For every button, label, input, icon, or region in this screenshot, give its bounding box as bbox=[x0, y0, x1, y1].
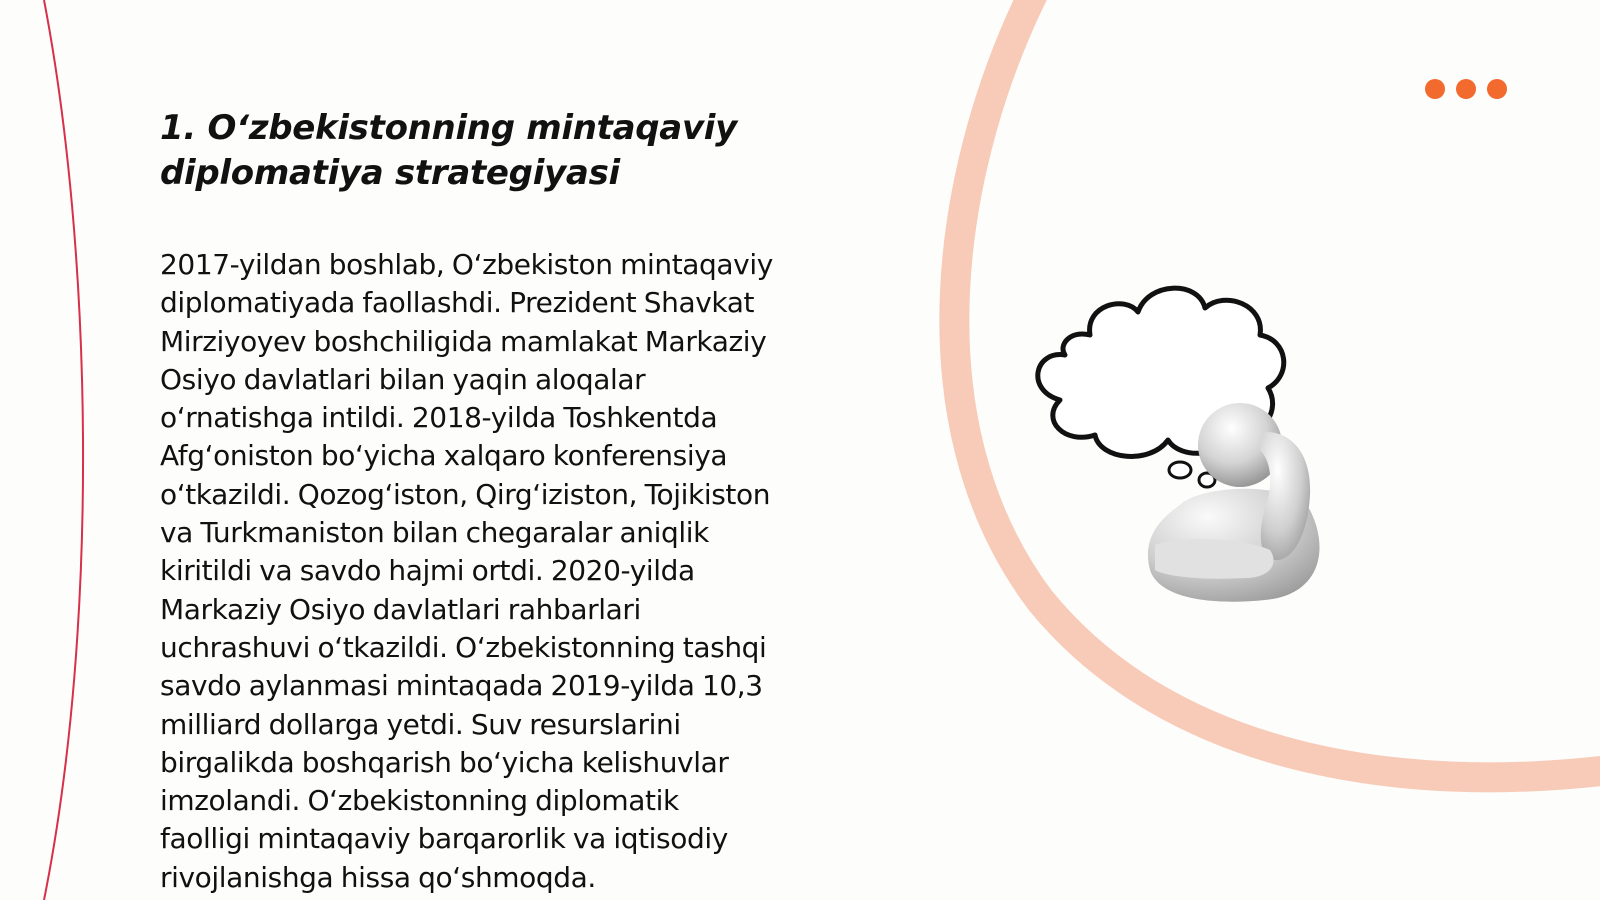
body-line: va Turkmaniston bilan chegaralar aniqlik bbox=[160, 516, 709, 550]
body-line: uchrashuvi o‘tkazildi. O‘zbekistonning tashqi bbox=[160, 630, 767, 664]
dot-icon bbox=[1425, 79, 1445, 99]
body-line: diplomatiyada faollashdi. Prezident Shavkat bbox=[160, 286, 755, 320]
body-line: o‘rnatishga intildi. 2018-yilda Toshkentda bbox=[160, 401, 718, 435]
body-line: Afg‘oniston bo‘yicha xalqaro konferensiya bbox=[160, 439, 728, 473]
dot-icon bbox=[1487, 79, 1507, 99]
thought-bubble-small bbox=[1169, 462, 1191, 478]
body-line: milliard dollarga yetdi. Suv resurslarini bbox=[160, 707, 681, 741]
body-line: birgalikda boshqarish bo‘yicha kelishuvlar bbox=[160, 745, 729, 779]
body-line: rivojlanishga hissa qo‘shmoqda. bbox=[160, 860, 596, 894]
body-line: o‘tkazildi. Qozog‘iston, Qirg‘iziston, Tojikiston bbox=[160, 477, 771, 511]
title-line-1: 1. O‘zbekistonning mintaqaviy bbox=[160, 108, 738, 148]
body-line: savdo aylanmasi mintaqada 2019-yilda 10,3 bbox=[160, 669, 763, 703]
body-line: faolligi mintaqaviy barqarorlik va iqtisodiy bbox=[160, 822, 728, 856]
body-line: 2017-yildan boshlab, O‘zbekiston mintaqaviy bbox=[160, 248, 773, 281]
body-paragraph bbox=[160, 246, 840, 897]
dot-icon bbox=[1456, 79, 1476, 99]
body-line: Markaziy Osiyo davlatlari rahbarlari bbox=[160, 592, 641, 626]
left-red-curve bbox=[44, 0, 83, 900]
decorative-dots bbox=[1425, 79, 1507, 99]
title-line-2: diplomatiya strategiyasi bbox=[160, 153, 620, 193]
body-line: Osiyo davlatlari bilan yaqin aloqalar bbox=[160, 362, 646, 396]
body-line: Mirziyoyev boshchiligida mamlakat Markaziy bbox=[160, 324, 767, 358]
thinking-person-icon bbox=[1030, 280, 1350, 620]
body-line: kiritildi va savdo hajmi ortdi. 2020-yilda bbox=[160, 554, 695, 588]
slide-title bbox=[160, 106, 760, 196]
body-line: imzolandi. O‘zbekistonning diplomatik bbox=[160, 784, 679, 818]
